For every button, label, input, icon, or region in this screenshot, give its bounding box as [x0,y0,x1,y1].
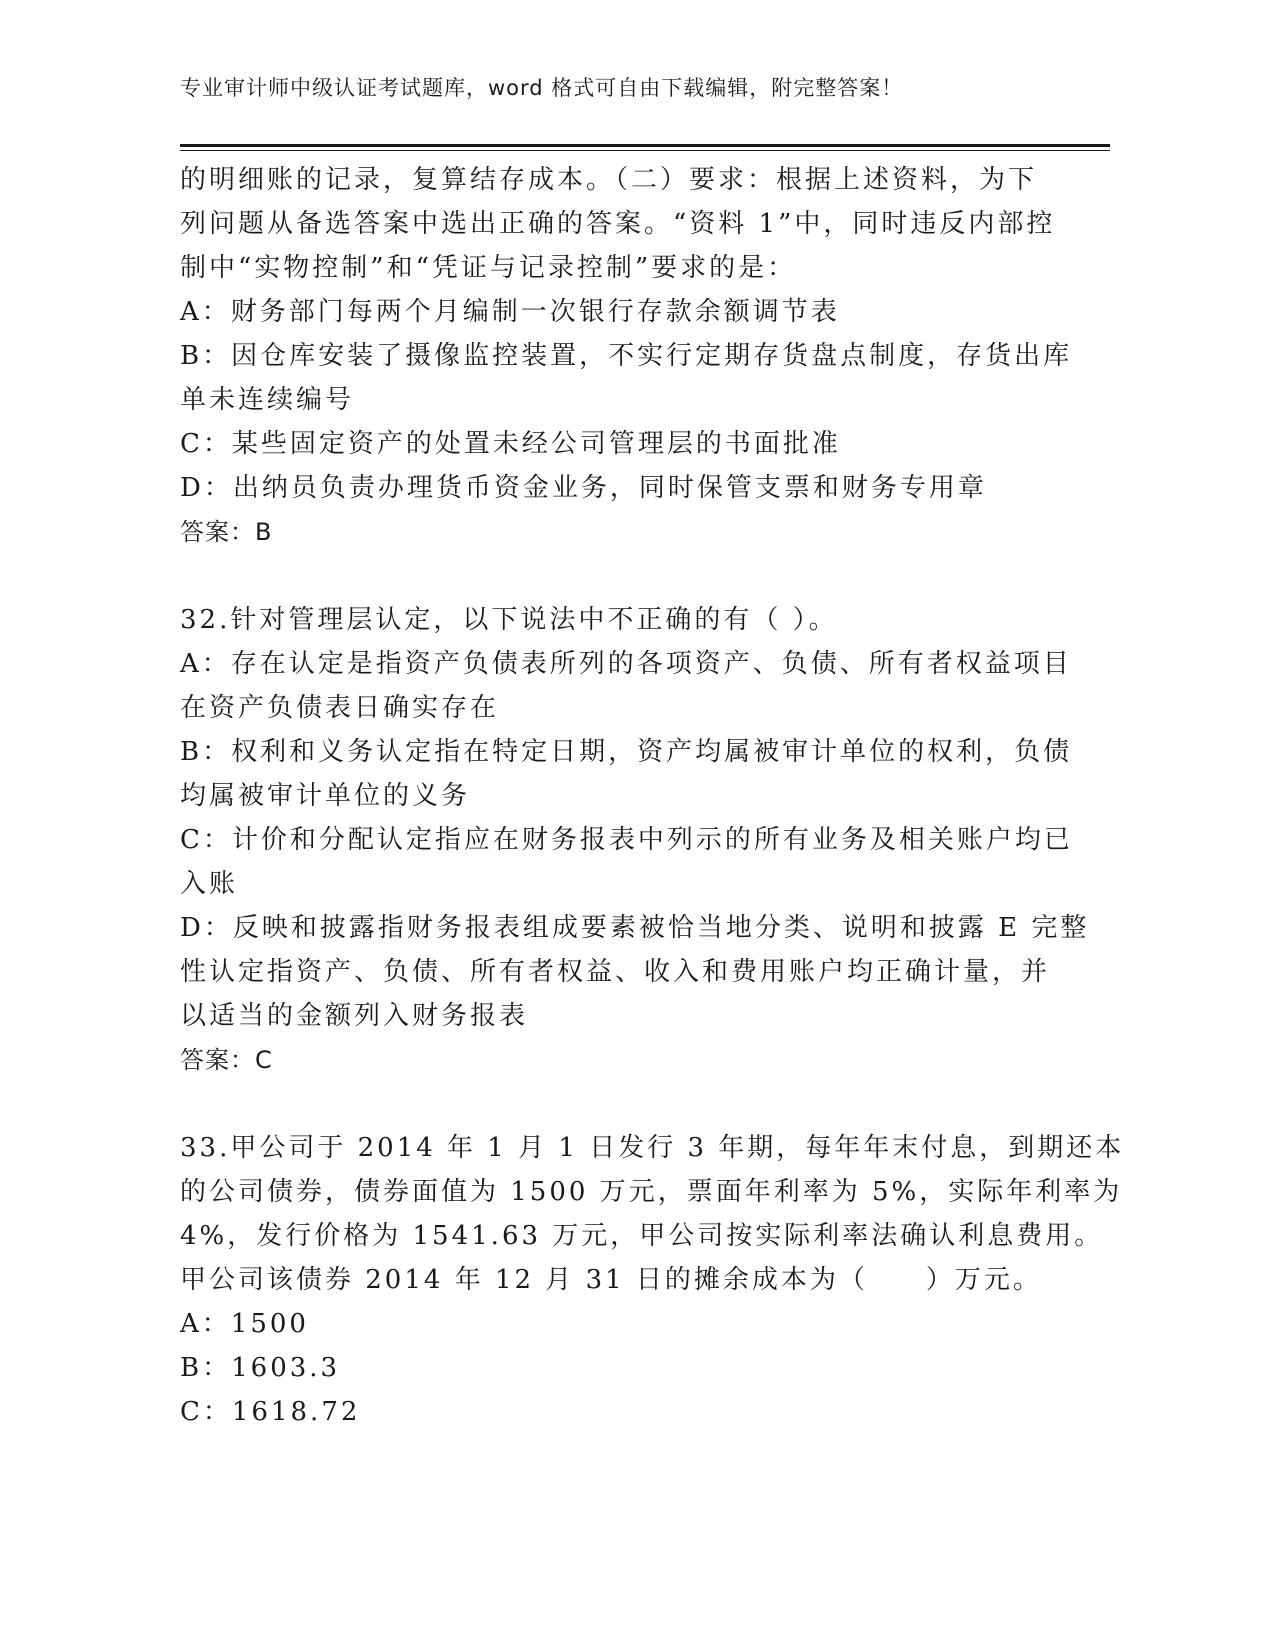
spacer [180,554,1060,598]
page-header: 专业审计师中级认证考试题库，word 格式可自由下载编辑，附完整答案！ [180,76,904,100]
text-line: 以适当的金额列入财务报表 [180,1001,529,1031]
text-line: 入账 [180,869,239,899]
text-line: 在资产负债表日确实存在 [180,693,500,723]
option-b: B：1603.3 [180,1353,341,1383]
answer-line: 答案：B [180,518,273,546]
header-rule-thin [180,150,1110,151]
spacer [180,1082,1060,1126]
question-title: 33.甲公司于 2014 年 1 月 1 日发行 3 年期，每年年末付息，到期还本 [180,1133,1125,1163]
text-line: 性认定指资产、负债、所有者权益、收入和费用账户均正确计量，并 [180,957,1051,987]
option-b: B：因仓库安装了摄像监控装置，不实行定期存货盘点制度，存货出库 [180,341,1073,371]
text-line: 4%，发行价格为 1541.63 万元，甲公司按实际利率法确认利息费用。 [180,1221,1104,1251]
text-line: 单未连续编号 [180,385,355,415]
option-d: D：出纳员负责办理货币资金业务，同时保管支票和财务专用章 [180,473,987,503]
header-rule-thick [180,144,1110,147]
option-c: C：1618.72 [180,1397,361,1427]
text-line: 的公司债券，债券面值为 1500 万元，票面年利率为 5%，实际年利率为 [180,1177,1123,1207]
document-body [180,158,1125,1434]
option-a: A：财务部门每两个月编制一次银行存款余额调节表 [180,297,840,327]
option-d: D：反映和披露指财务报表组成要素被恰当地分类、说明和披露 E 完整 [180,913,1090,943]
answer-line: 答案：C [180,1046,273,1074]
option-c: C：计价和分配认定指应在财务报表中列示的所有业务及相关账户均已 [180,825,1073,855]
text-line: 列问题从备选答案中选出正确的答案。“资料 1”中，同时违反内部控 [180,209,1056,239]
option-c: C：某些固定资产的处置未经公司管理层的书面批准 [180,429,841,459]
option-a: A：存在认定是指资产负债表所列的各项资产、负债、所有者权益项目 [180,649,1072,679]
text-line: 的明细账的记录，复算结存成本。（二）要求：根据上述资料，为下 [180,165,1038,195]
option-a: A：1500 [180,1309,309,1339]
text-line: 甲公司该债券 2014 年 12 月 31 日的摊余成本为（ ）万元。 [180,1265,1042,1295]
text-line: 均属被审计单位的义务 [180,781,471,811]
question-title: 32.针对管理层认定，以下说法中不正确的有（ ）。 [180,605,838,635]
option-b: B：权利和义务认定指在特定日期，资产均属被审计单位的权利，负债 [180,737,1073,767]
text-line: 制中“实物控制”和“凭证与记录控制”要求的是： [180,253,797,283]
